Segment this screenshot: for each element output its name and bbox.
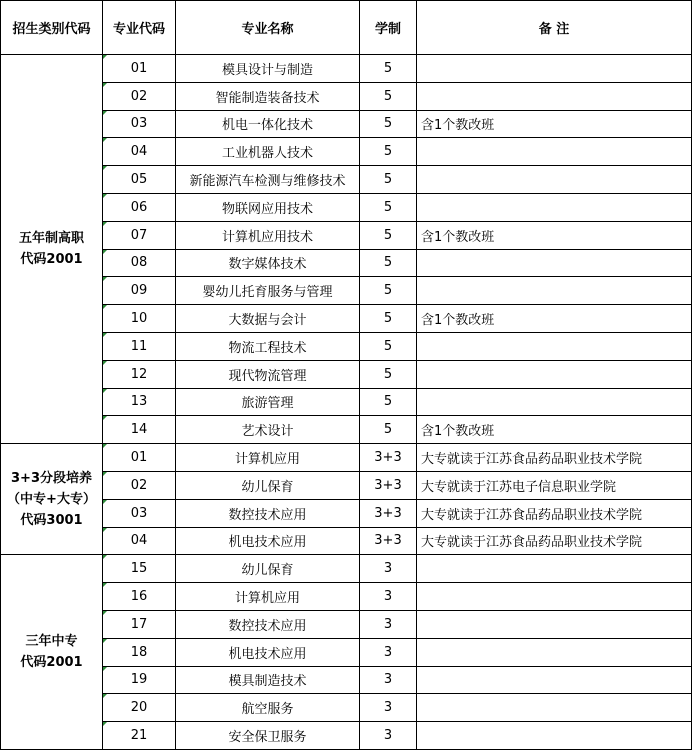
major-code-cell: 06 <box>103 193 176 221</box>
major-name-cell: 物联网应用技术 <box>176 193 360 221</box>
table-row <box>1 388 692 416</box>
years-cell: 3+3 <box>360 444 417 472</box>
category-label-line: 3+3分段培养 <box>11 470 92 486</box>
major-name-cell: 机电技术应用 <box>176 638 360 666</box>
years-cell: 3 <box>360 666 417 694</box>
major-name-cell: 物流工程技术 <box>176 332 360 360</box>
years-cell: 3+3 <box>360 499 417 527</box>
years-cell: 3 <box>360 722 417 750</box>
major-name-cell: 计算机应用 <box>176 583 360 611</box>
major-name-cell: 数控技术应用 <box>176 610 360 638</box>
years-cell: 3+3 <box>360 527 417 555</box>
major-name-cell: 智能制造装备技术 <box>176 82 360 110</box>
major-name-cell: 艺术设计 <box>176 416 360 444</box>
note-cell <box>417 277 692 305</box>
table-row <box>1 666 692 694</box>
years-cell: 3 <box>360 555 417 583</box>
major-code-cell: 16 <box>103 583 176 611</box>
major-name-cell: 模具制造技术 <box>176 666 360 694</box>
years-cell: 5 <box>360 416 417 444</box>
years-cell: 3+3 <box>360 471 417 499</box>
major-code-cell: 01 <box>103 444 176 472</box>
category-label-line: 代码2001 <box>20 655 83 671</box>
note-cell <box>417 666 692 694</box>
table-row <box>1 416 692 444</box>
major-name-cell: 现代物流管理 <box>176 360 360 388</box>
note-cell: 含1个教改班 <box>417 110 692 138</box>
table-row <box>1 82 692 110</box>
category-label-line: 代码2001 <box>20 252 83 268</box>
major-code-cell: 19 <box>103 666 176 694</box>
table-row <box>1 527 692 555</box>
category-label-line: 三年中专 <box>25 634 78 650</box>
years-cell: 5 <box>360 138 417 166</box>
years-cell: 5 <box>360 388 417 416</box>
category-cell <box>1 444 103 555</box>
major-name-cell: 数字媒体技术 <box>176 249 360 277</box>
note-cell: 含1个教改班 <box>417 305 692 333</box>
major-code-cell: 14 <box>103 416 176 444</box>
major-name-cell: 幼儿保育 <box>176 555 360 583</box>
years-cell: 5 <box>360 82 417 110</box>
major-name-cell: 幼儿保育 <box>176 471 360 499</box>
major-code-cell: 20 <box>103 694 176 722</box>
table-row <box>1 138 692 166</box>
major-code-cell: 11 <box>103 332 176 360</box>
note-cell <box>417 388 692 416</box>
major-name-cell: 计算机应用技术 <box>176 221 360 249</box>
note-cell <box>417 332 692 360</box>
header-major-name: 专业名称 <box>176 1 360 55</box>
header-category: 招生类别代码 <box>1 1 103 55</box>
table-row <box>1 499 692 527</box>
years-cell: 5 <box>360 193 417 221</box>
major-name-cell: 安全保卫服务 <box>176 722 360 750</box>
note-cell <box>417 638 692 666</box>
category-label-line: 五年制高职 <box>18 231 84 247</box>
table-row <box>1 722 692 750</box>
years-cell: 3 <box>360 610 417 638</box>
major-code-cell: 04 <box>103 527 176 555</box>
major-name-cell: 大数据与会计 <box>176 305 360 333</box>
header-major-code: 专业代码 <box>103 1 176 55</box>
major-code-cell: 03 <box>103 499 176 527</box>
major-name-cell: 计算机应用 <box>176 444 360 472</box>
header-years: 学制 <box>360 1 417 55</box>
major-name-cell: 航空服务 <box>176 694 360 722</box>
note-cell <box>417 249 692 277</box>
note-cell: 含1个教改班 <box>417 221 692 249</box>
years-cell: 3 <box>360 638 417 666</box>
table-row <box>1 360 692 388</box>
major-code-cell: 03 <box>103 110 176 138</box>
note-cell: 含1个教改班 <box>417 416 692 444</box>
table-body <box>1 55 692 750</box>
category-cell <box>1 555 103 750</box>
table-row <box>1 55 692 83</box>
table-row <box>1 166 692 194</box>
years-cell: 5 <box>360 110 417 138</box>
years-cell: 5 <box>360 360 417 388</box>
table-row <box>1 555 692 583</box>
major-code-cell: 02 <box>103 82 176 110</box>
note-cell <box>417 138 692 166</box>
years-cell: 3 <box>360 583 417 611</box>
major-code-cell: 18 <box>103 638 176 666</box>
table-header <box>1 1 692 55</box>
note-cell <box>417 166 692 194</box>
note-cell: 大专就读于江苏电子信息职业学院 <box>417 471 692 499</box>
major-code-cell: 07 <box>103 221 176 249</box>
category-label-line: 代码3001 <box>20 512 83 528</box>
category-cell <box>1 55 103 444</box>
major-name-cell: 旅游管理 <box>176 388 360 416</box>
note-cell: 大专就读于江苏食品药品职业技术学院 <box>417 527 692 555</box>
major-name-cell: 新能源汽车检测与维修技术 <box>176 166 360 194</box>
major-name-cell: 婴幼儿托育服务与管理 <box>176 277 360 305</box>
note-cell <box>417 610 692 638</box>
note-cell <box>417 722 692 750</box>
table-row <box>1 221 692 249</box>
category-label-line: （中专+大专） <box>7 491 96 507</box>
major-code-cell: 01 <box>103 55 176 83</box>
note-cell <box>417 555 692 583</box>
table-row <box>1 193 692 221</box>
major-name-cell: 机电技术应用 <box>176 527 360 555</box>
years-cell: 5 <box>360 221 417 249</box>
major-name-cell: 数控技术应用 <box>176 499 360 527</box>
table-row <box>1 305 692 333</box>
years-cell: 5 <box>360 332 417 360</box>
major-code-cell: 12 <box>103 360 176 388</box>
major-code-cell: 09 <box>103 277 176 305</box>
table-row <box>1 471 692 499</box>
table-row <box>1 610 692 638</box>
major-name-cell: 模具设计与制造 <box>176 55 360 83</box>
table-row <box>1 249 692 277</box>
major-code-cell: 21 <box>103 722 176 750</box>
years-cell: 5 <box>360 249 417 277</box>
major-name-cell: 工业机器人技术 <box>176 138 360 166</box>
table-row <box>1 583 692 611</box>
note-cell <box>417 55 692 83</box>
major-code-cell: 04 <box>103 138 176 166</box>
note-cell <box>417 694 692 722</box>
note-cell: 大专就读于江苏食品药品职业技术学院 <box>417 444 692 472</box>
note-cell <box>417 82 692 110</box>
major-code-cell: 05 <box>103 166 176 194</box>
note-cell <box>417 360 692 388</box>
major-code-cell: 10 <box>103 305 176 333</box>
table-row <box>1 694 692 722</box>
note-cell <box>417 193 692 221</box>
years-cell: 5 <box>360 305 417 333</box>
major-code-cell: 02 <box>103 471 176 499</box>
table-row <box>1 444 692 472</box>
note-cell <box>417 583 692 611</box>
years-cell: 5 <box>360 166 417 194</box>
years-cell: 5 <box>360 277 417 305</box>
table-row <box>1 332 692 360</box>
table-row <box>1 638 692 666</box>
major-code-cell: 08 <box>103 249 176 277</box>
years-cell: 3 <box>360 694 417 722</box>
major-code-cell: 13 <box>103 388 176 416</box>
note-cell: 大专就读于江苏食品药品职业技术学院 <box>417 499 692 527</box>
table-row <box>1 277 692 305</box>
major-name-cell: 机电一体化技术 <box>176 110 360 138</box>
major-code-cell: 15 <box>103 555 176 583</box>
header-note: 备 注 <box>417 1 692 55</box>
major-code-cell: 17 <box>103 610 176 638</box>
years-cell: 5 <box>360 55 417 83</box>
table-row <box>1 110 692 138</box>
header-row <box>1 1 692 55</box>
